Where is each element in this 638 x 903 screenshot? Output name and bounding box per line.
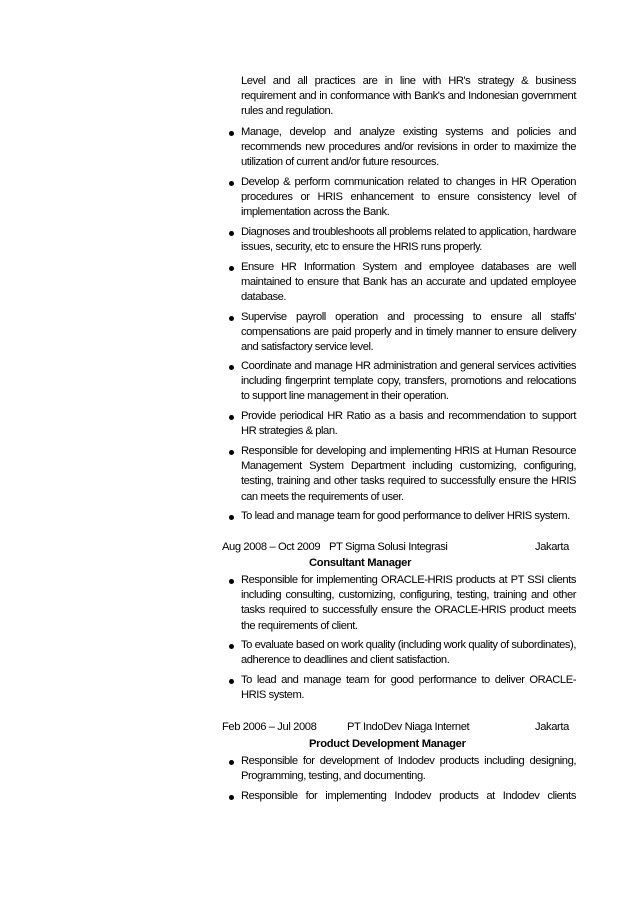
bullet-icon <box>229 365 234 370</box>
job-dates: Aug 2008 – Oct 2009 <box>222 541 321 553</box>
bullet-icon <box>229 231 234 236</box>
list-item: To lead and manage team for good performance to deliver ORACLE-HRIS system. <box>241 674 576 702</box>
bullet-icon <box>229 579 234 584</box>
list-item: To evaluate based on work quality (including work quality of subordinates), adherence to deadlines and client satisfaction. <box>241 639 576 667</box>
list-item: Responsible for implementing ORACLE-HRIS products at PT SSI clients including consulting, customizing, configuring, testing, training and other tasks required to successfully ensure the ORACLE-HRIS product meets the requirements of client. <box>241 574 576 632</box>
list-item: Ensure HR Information System and employee databases are well maintained to ensure that Bank has an accurate and updated employee database. <box>241 261 576 304</box>
bullet-icon <box>229 760 234 765</box>
job-location: Jakarta <box>535 541 569 553</box>
bullet-icon <box>229 316 234 321</box>
list-item: Responsible for development of Indodev products including designing, Programming, testing, and documenting. <box>241 755 576 783</box>
bullet-icon <box>229 515 234 520</box>
bullet-icon <box>229 181 234 186</box>
bullet-icon <box>229 415 234 420</box>
job-company: PT Sigma Solusi Integrasi <box>329 541 448 553</box>
bullet-icon <box>229 795 234 800</box>
bullet-icon <box>229 450 234 455</box>
bullet-icon <box>229 266 234 271</box>
job-location: Jakarta <box>535 721 569 733</box>
list-item: Diagnoses and troubleshoots all problems related to application, hardware issues, security, etc to ensure the HRIS runs properly. <box>241 226 576 254</box>
bullet-icon <box>229 131 234 136</box>
list-item: Responsible for developing and implementing HRIS at Human Resource Management System Department including customizing, configuring, testing, training and other tasks required to successfully ensure the HRIS can meets the requirements of user. <box>241 445 576 503</box>
job-company: PT IndoDev Niaga Internet <box>347 721 470 733</box>
job-dates: Feb 2006 – Jul 2008 <box>222 721 317 733</box>
list-item: To lead and manage team for good performance to deliver HRIS system. <box>241 510 570 522</box>
job-title: Consultant Manager <box>309 557 412 569</box>
bullet-icon <box>229 679 234 684</box>
job-header <box>222 540 320 555</box>
list-item: Develop & perform communication related to changes in HR Operation procedures or HRIS enhancement to ensure consistency level of implementation across the Bank. <box>241 176 576 219</box>
list-item: Manage, develop and analyze existing systems and policies and recommends new procedures and/or revisions in order to maximize the utilization of current and/or future resources. <box>241 126 576 169</box>
list-item: Provide periodical HR Ratio as a basis and recommendation to support HR strategies & plan. <box>241 410 576 438</box>
bullet-icon <box>229 644 234 649</box>
list-item: Coordinate and manage HR administration and general services activities including fingerprint template copy, transfers, promotions and relocations to support line management in their operation. <box>241 360 576 403</box>
list-item: Supervise payroll operation and processing to ensure all staffs' compensations are paid properly and in timely manner to ensure delivery and satisfactory service level. <box>241 311 576 354</box>
job-title: Product Development Manager <box>309 738 466 750</box>
list-item: Responsible for implementing Indodev products at Indodev clients <box>241 790 576 802</box>
intro-paragraph: Level and all practices are in line with HR's strategy & business requirement and in conformance with Bank's and Indonesian government rules and regulation. <box>241 75 576 118</box>
